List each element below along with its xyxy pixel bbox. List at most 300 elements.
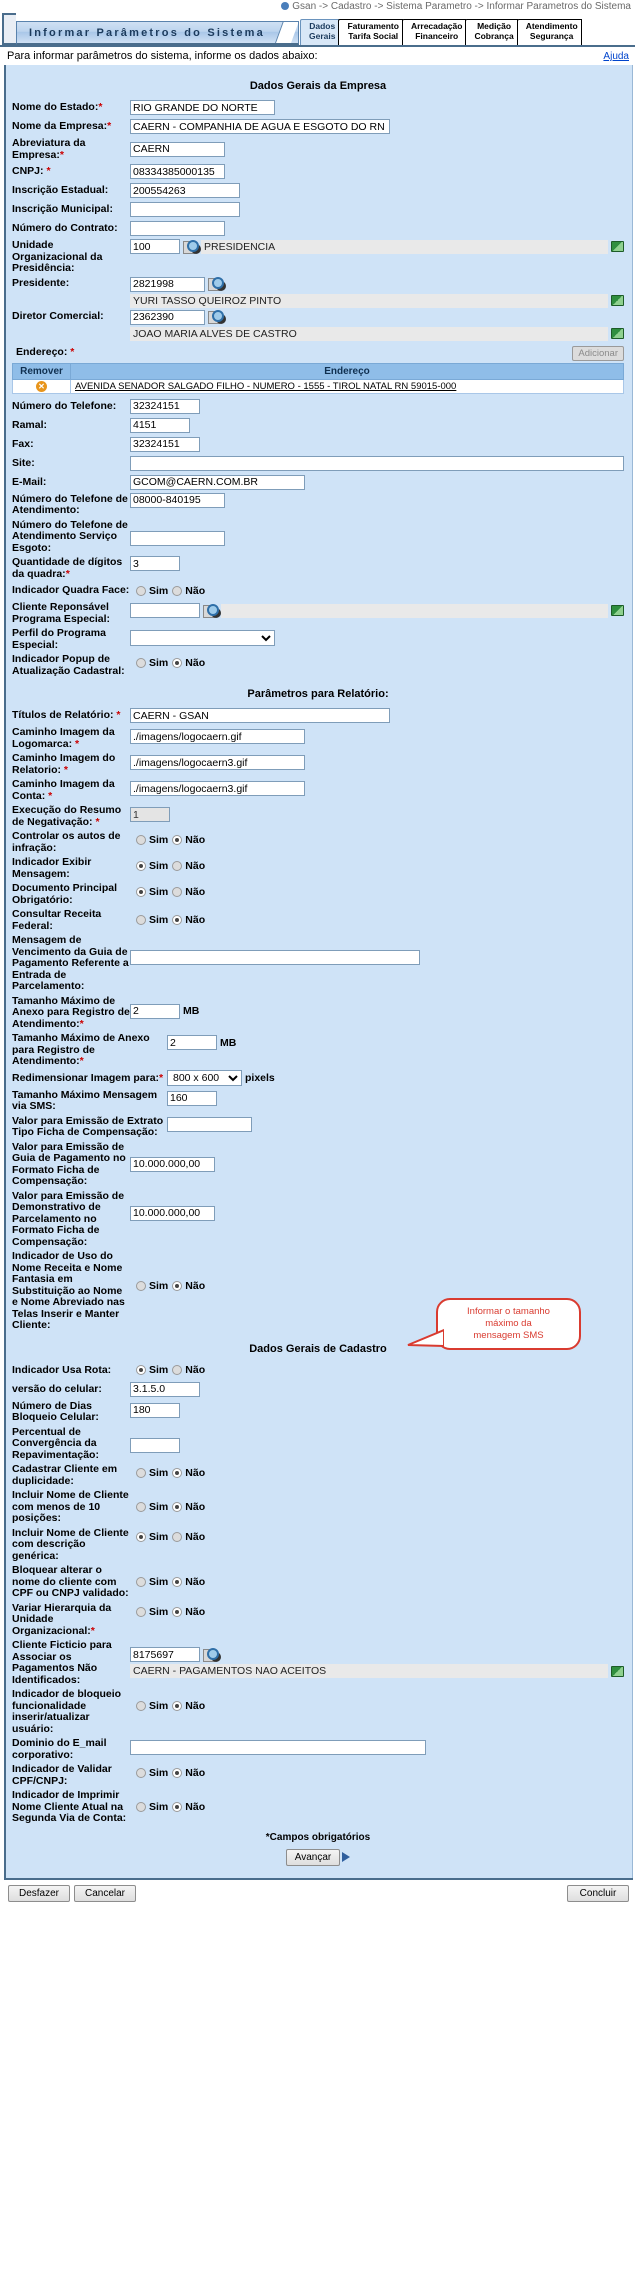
address-col-endereco: Endereço [71,363,624,379]
label-valor-extrato: Valor para Emissão de Extrato Tipo Ficha de Compensação: [12,1114,164,1138]
label-caminho-conta: Caminho Imagem da Conta: * [12,778,115,802]
field-row-valor-extrato [12,1115,624,1139]
label-consultar-receita: Consultar Receita Federal: [12,908,102,932]
versao-celular-input[interactable] [130,1382,200,1397]
incluir-menos10-sim[interactable]: Sim [136,1501,168,1513]
address-book-icon[interactable] [611,241,624,252]
ind-usa-rota-radios [130,1364,205,1376]
controlar-autos-radios [130,834,205,846]
field-row-email [12,474,624,491]
label-dominio-email: Dominio do E_mail corporativo: [12,1737,107,1761]
radio-icon[interactable] [136,1281,146,1291]
radio-icon[interactable] [172,1365,182,1375]
ind-imprimir-nome-sim[interactable]: Sim [136,1801,168,1813]
label-ind-quadra-face: Indicador Quadra Face: [12,584,130,597]
title-tab-slant [274,21,299,45]
radio-icon[interactable] [172,915,182,925]
field-row-cliente-prog-especial [12,601,624,625]
callout-tail [404,1327,444,1349]
tam-max-sms-input[interactable] [167,1091,217,1106]
tel-atendimento-input[interactable] [130,493,225,508]
callout-line-1: Informar o tamanho [467,1306,550,1317]
ind-exibir-msg-nao[interactable]: Não [172,860,205,872]
search-icon[interactable] [208,310,223,324]
field-row-caminho-logomarca [12,726,624,750]
tab-arrecadacao-financeiro[interactable] [402,19,467,45]
label-abreviatura: Abreviatura da Empresa:* [12,137,86,161]
radio-icon[interactable] [136,1607,146,1617]
field-row-ind-exibir-msg [12,856,624,880]
ind-usa-rota-sim[interactable]: Sim [136,1364,168,1376]
field-row-ind-validar-cpf [12,1763,624,1787]
ind-quadra-face-radios [130,585,205,597]
cadastrar-duplicidade-nao[interactable]: Não [172,1467,205,1479]
radio-icon[interactable] [172,1802,182,1812]
radio-icon[interactable] [136,887,146,897]
label-inscricao-municipal: Inscrição Municipal: [12,203,113,216]
incluir-menos10-radios [130,1501,205,1513]
label-doc-principal: Documento Principal Obrigatório: [12,882,118,906]
label-perfil-prog-especial: Perfil do Programa Especial: [12,627,106,651]
radio-icon[interactable] [136,1768,146,1778]
cliente-ficticio-code-input[interactable] [130,1647,200,1662]
field-row-variar-hierarquia [12,1602,624,1638]
ind-uso-nome-receita-radios [130,1280,205,1292]
ind-bloqueio-func-sim[interactable]: Sim [136,1700,168,1712]
abreviatura-input[interactable] [130,142,225,157]
address-book-icon[interactable] [611,605,624,616]
percentual-convergencia-input[interactable] [130,1438,180,1453]
tab-dados-gerais-line2: Gerais [309,31,336,41]
field-row-perfil-prog-especial [12,627,624,651]
label-cadastrar-duplicidade: Cadastrar Cliente em duplicidade: [12,1463,118,1487]
field-row-telefone [12,398,624,415]
valor-guia-input[interactable] [130,1157,215,1172]
sms-callout [436,1298,581,1350]
address-book-icon[interactable] [611,328,624,339]
form-container [4,65,633,1878]
callout-line-3: mensagem SMS [473,1330,544,1341]
label-versao-celular: versão do celular: [12,1382,102,1395]
instruction-bar [0,45,635,65]
label-site: Site: [12,456,35,469]
field-row-qtd-digitos-quadra [12,556,624,580]
label-ind-imprimir-nome: Indicador de Imprimir Nome Cliente Atual na Segunda Via de Conta: [12,1789,127,1824]
caminho-conta-input[interactable] [130,781,305,796]
remove-icon[interactable]: ✕ [36,381,47,392]
radio-icon[interactable] [136,1802,146,1812]
numero-contrato-input[interactable] [130,221,225,236]
ramal-input[interactable] [130,418,190,433]
radio-icon[interactable] [172,1468,182,1478]
label-ind-uso-nome-receita: Indicador de Uso do Nome Receita e Nome Fantasia em Substituição ao Nome e Nome Abreviado nas Telas Inserir e Manter Cliente: [12,1250,125,1331]
ind-bloqueio-func-radios [130,1700,205,1712]
field-row-fax [12,436,624,453]
address-table-header-row [13,363,624,379]
concluir-button[interactable]: Concluir [567,1885,629,1902]
bloquear-alterar-nome-sim[interactable]: Sim [136,1576,168,1588]
field-row-cadastrar-duplicidade [12,1463,624,1487]
breadcrumb [0,0,635,13]
radio-icon[interactable] [172,1502,182,1512]
cliente-prog-especial-description [221,604,608,618]
ind-imprimir-nome-radios [130,1801,205,1813]
field-row-percentual-convergencia [12,1426,624,1462]
field-row-nome-estado [12,99,624,116]
tab-medicao-line2: Cobrança [474,31,514,41]
label-ind-validar-cpf: Indicador de Validar CPF/CNPJ: [12,1763,112,1787]
arrow-right-icon [342,1852,350,1862]
radio-icon[interactable] [172,1532,182,1542]
field-row-numero-contrato [12,220,624,237]
label-redimensionar: Redimensionar Imagem para:* [12,1071,164,1084]
field-row-bloquear-alterar-nome [12,1564,624,1600]
field-row-tel-atend-esgoto [12,519,624,555]
field-row-valor-demonstrativo [12,1190,624,1249]
incluir-generica-nao[interactable]: Não [172,1531,205,1543]
label-msg-vencimento: Mensagem de Vencimento da Guia de Pagamento Referente a Entrada de Parcelamento: [12,934,129,992]
valor-demonstrativo-input[interactable] [130,1206,215,1221]
cadastrar-duplicidade-radios [130,1467,205,1479]
field-row-execucao-resumo [12,804,624,828]
field-row-unidade-org [12,239,624,275]
label-cliente-prog-especial: Cliente Reponsável Programa Especial: [12,601,111,625]
radio-icon[interactable] [172,1577,182,1587]
variar-hierarquia-nao[interactable]: Não [172,1606,205,1618]
ind-quadra-face-nao[interactable]: Não [172,585,205,597]
dias-bloqueio-celular-input[interactable] [130,1403,180,1418]
instruction-text: Para informar parâmetros do sistema, informe os dados abaixo: [7,50,318,62]
field-row-consultar-receita [12,908,624,932]
field-row-doc-principal [12,882,624,906]
help-link[interactable]: Ajuda [603,51,629,62]
tab-faturamento-tarifa-social[interactable] [338,19,402,45]
field-row-versao-celular [12,1381,624,1398]
footer-bar [4,1878,633,1908]
field-row-inscricao-estadual [12,182,624,199]
cadastrar-duplicidade-sim[interactable]: Sim [136,1467,168,1479]
avancar-button[interactable]: Avançar [286,1849,341,1866]
radio-icon[interactable] [172,1768,182,1778]
radio-icon[interactable] [136,861,146,871]
incluir-menos10-nao[interactable]: Não [172,1501,205,1513]
ind-popup-sim[interactable]: Sim [136,657,168,669]
field-row-dominio-email [12,1737,624,1761]
address-book-icon[interactable] [611,295,624,306]
perfil-prog-especial-select[interactable] [130,630,275,646]
field-row-ramal [12,417,624,434]
field-row-ind-bloqueio-func [12,1688,624,1735]
radio-icon[interactable] [136,586,146,596]
breadcrumb-text: Gsan -> Cadastro -> Sistema Parametro -> Informar Parametros do Sistema [292,1,631,12]
label-tam-max-sms: Tamanho Máximo Mensagem via SMS: [12,1088,158,1112]
field-row-inscricao-municipal [12,201,624,218]
ind-uso-nome-sim[interactable]: Sim [136,1280,168,1292]
unidade-org-code-input[interactable] [130,239,180,254]
ind-imprimir-nome-nao[interactable]: Não [172,1801,205,1813]
section-title-cadastro: Dados Gerais de Cadastro [249,1342,387,1355]
telefone-input[interactable] [130,399,200,414]
controlar-autos-nao[interactable]: Não [172,834,205,846]
unidade-org-description: PRESIDENCIA [201,240,608,254]
radio-icon[interactable] [136,1365,146,1375]
callout-line-2: máximo da [485,1318,532,1329]
email-input[interactable] [130,475,305,490]
inscricao-municipal-input[interactable] [130,202,240,217]
label-execucao-resumo: Execução do Resumo de Negativação: * [12,804,122,828]
diretor-comercial-code-input[interactable] [130,310,205,325]
titulos-relatorio-input[interactable] [130,708,390,723]
ind-quadra-face-sim[interactable]: Sim [136,585,168,597]
label-telefone: Número do Telefone: [12,399,117,412]
tab-medicao-line1: Medição [477,21,512,31]
adicionar-button[interactable]: Adicionar [572,346,624,361]
label-ind-usa-rota: Indicador Usa Rota: [12,1363,112,1376]
window-corner [2,13,16,45]
label-bloquear-alterar-nome: Bloquear alterar o nome do cliente com CPF ou CNPJ validado: [12,1564,129,1599]
label-valor-demonstrativo: Valor para Emissão de Demonstrativo de Parcelamento no Formato Ficha de Compensação: [12,1189,125,1248]
tab-atendimento-line2: Segurança [529,31,574,41]
presidente-code-input[interactable] [130,277,205,292]
bloquear-alterar-nome-radios [130,1576,205,1588]
ind-bloqueio-func-nao[interactable]: Não [172,1700,205,1712]
field-row-dias-bloqueio-celular [12,1400,624,1424]
tab-dados-gerais-line1: Dados [309,21,336,31]
caminho-relatorio-input[interactable] [130,755,305,770]
label-tam-max-anexo-1: Tamanho Máximo de Anexo para Registro de Atendimento:* [12,994,130,1030]
doc-principal-nao[interactable]: Não [172,886,205,898]
ind-popup-nao[interactable]: Não [172,657,205,669]
cancelar-button[interactable]: Cancelar [74,1885,136,1902]
label-endereco: Endereço: * [16,345,75,358]
page-title: Informar Parâmetros do Sistema [29,26,265,39]
bloquear-alterar-nome-nao[interactable]: Não [172,1576,205,1588]
doc-principal-radios [130,886,205,898]
field-row-nome-empresa [12,118,624,135]
label-variar-hierarquia: Variar Hierarquia da Unidade Organizacional:* [12,1601,112,1637]
address-link[interactable]: AVENIDA SENADOR SALGADO FILHO - NUMERO - 1555 - TIROL NATAL RN 59015-000 [75,380,457,392]
field-row-cliente-ficticio [12,1639,624,1686]
doc-principal-sim[interactable]: Sim [136,886,168,898]
ind-usa-rota-nao[interactable]: Não [172,1364,205,1376]
label-fax: Fax: [12,437,34,450]
label-dias-bloqueio-celular: Número de Dias Bloqueio Celular: [12,1399,99,1423]
presidente-description: YURI TASSO QUEIROZ PINTO [130,294,608,308]
ind-exibir-msg-radios [130,860,205,872]
desfazer-button[interactable]: Desfazer [8,1885,70,1902]
nome-empresa-input[interactable] [130,119,390,134]
address-value-cell [71,379,624,393]
label-nome-estado: Nome do Estado:* [12,101,103,114]
field-row-incluir-menos10 [12,1489,624,1525]
ind-validar-cpf-radios [130,1767,205,1779]
redimensionar-select[interactable] [167,1070,242,1086]
field-row-caminho-relatorio [12,752,624,776]
label-unidade-org: Unidade Organizacional da Presidência: [12,239,103,274]
label-cliente-ficticio: Cliente Ficticio para Associar os Pagamentos Não Identificados: [12,1639,112,1686]
header-bar [0,13,635,45]
label-caminho-logomarca: Caminho Imagem da Logomarca: * [12,726,115,750]
tab-faturamento-line1: Faturamento [347,21,399,31]
address-table [12,363,624,394]
tam-max-anexo-1-input[interactable] [130,1004,180,1019]
radio-icon[interactable] [172,1607,182,1617]
tab-medicao-cobranca[interactable] [465,19,517,45]
label-caminho-relatorio: Caminho Imagem do Relatorio: * [12,752,116,776]
tam-max-anexo-2-input[interactable] [167,1035,217,1050]
caminho-logomarca-input[interactable] [130,729,305,744]
field-row-ind-popup-atualizacao [12,653,624,677]
label-ind-popup-atualizacao: Indicador Popup de Atualização Cadastral: [12,653,125,677]
variar-hierarquia-sim[interactable]: Sim [136,1606,168,1618]
label-controlar-autos: Controlar os autos de infração: [12,830,121,854]
tab-arrecadacao-line1: Arrecadação [410,21,463,31]
radio-icon[interactable] [172,861,182,871]
address-book-icon[interactable] [611,1666,624,1677]
incluir-generica-sim[interactable]: Sim [136,1531,168,1543]
radio-icon[interactable] [136,1532,146,1542]
search-icon[interactable] [183,240,198,254]
radio-icon[interactable] [136,1577,146,1587]
radio-icon[interactable] [136,1502,146,1512]
radio-icon[interactable] [136,915,146,925]
tel-atend-esgoto-input[interactable] [130,531,225,546]
label-ind-bloqueio-func: Indicador de bloqueio funcionalidade inserir/atualizar usuário: [12,1688,122,1735]
field-row-tam-max-anexo-1 [12,995,624,1031]
radio-icon[interactable] [136,1468,146,1478]
qtd-digitos-quadra-input[interactable] [130,556,180,571]
tab-atendimento-seguranca[interactable] [517,19,582,45]
msg-vencimento-input[interactable] [130,950,420,965]
field-row-caminho-conta [12,778,624,802]
controlar-autos-sim[interactable]: Sim [136,834,168,846]
field-row-ind-quadra-face [12,582,624,599]
variar-hierarquia-radios [130,1606,205,1618]
tam-max-anexo-1-unit: MB [183,1005,200,1017]
radio-icon[interactable] [172,835,182,845]
table-row [13,379,624,393]
label-presidente: Presidente: [12,276,70,289]
tab-dados-gerais[interactable] [300,19,339,45]
label-tam-max-anexo-2: Tamanho Máximo de Anexo para Registro de Atendimento:* [12,1032,150,1067]
field-row-msg-vencimento [12,934,624,993]
field-row-diretor-comercial [12,310,624,341]
page-title-tab [16,21,299,45]
radio-icon[interactable] [172,1701,182,1711]
tab-atendimento-line1: Atendimento [525,21,578,31]
help-icon [281,2,289,10]
advance-row [12,1849,624,1870]
search-icon[interactable] [203,1648,218,1662]
execucao-resumo-input[interactable] [130,807,170,822]
diretor-comercial-description: JOAO MARIA ALVES DE CASTRO [130,327,608,341]
fax-input[interactable] [130,437,200,452]
field-row-ind-usa-rota [12,1362,624,1379]
field-row-cnpj [12,163,624,180]
footer-left-buttons [8,1885,136,1902]
label-tel-atend-esgoto: Número do Telefone de Atendimento Serviço Esgoto: [12,518,128,554]
tab-arrecadacao-line2: Financeiro [415,31,459,41]
label-diretor-comercial: Diretor Comercial: [12,309,104,322]
label-qtd-digitos-quadra: Quantidade de dígitos da quadra:* [12,556,123,580]
radio-icon[interactable] [172,887,182,897]
field-row-ind-imprimir-nome [12,1789,624,1825]
address-toolbar [12,346,624,361]
valor-extrato-input[interactable] [167,1117,252,1132]
cnpj-input[interactable] [130,164,225,179]
section-title-empresa: Dados Gerais da Empresa [249,80,387,92]
radio-icon[interactable] [136,658,146,668]
ind-popup-atualizacao-radios [130,657,205,669]
address-col-remover: Remover [13,363,71,379]
nome-estado-input[interactable] [130,100,275,115]
field-row-incluir-generica [12,1527,624,1563]
field-row-tam-max-anexo-2 [12,1032,624,1068]
inscricao-estadual-input[interactable] [130,183,240,198]
label-titulos-relatorio: Títulos de Relatório: * [12,709,121,722]
consultar-receita-radios [130,914,205,926]
field-row-redimensionar [12,1070,624,1087]
cliente-prog-especial-code-input[interactable] [130,603,200,618]
label-valor-guia: Valor para Emissão de Guia de Pagamento no Formato Ficha de Compensação: [12,1140,126,1187]
label-tel-atendimento: Número do Telefone de Atendimento: [12,492,128,516]
label-incluir-generica: Incluir Nome de Cliente com descrição genérica: [12,1526,129,1562]
field-row-presidente [12,277,624,308]
radio-icon[interactable] [172,658,182,668]
consultar-receita-nao[interactable]: Não [172,914,205,926]
ind-validar-cpf-nao[interactable]: Não [172,1767,205,1779]
tab-faturamento-line2: Tarifa Social [348,31,399,41]
radio-icon[interactable] [136,1701,146,1711]
tab-bar [301,19,582,45]
label-cnpj: CNPJ: * [12,165,51,178]
field-row-controlar-autos [12,830,624,854]
section-title-relatorio: Parâmetros para Relatório: [247,688,389,700]
ind-exibir-msg-sim[interactable]: Sim [136,860,168,872]
label-inscricao-estadual: Inscrição Estadual: [12,184,109,197]
tam-max-anexo-2-unit: MB [220,1036,237,1049]
field-row-site [12,455,624,472]
radio-icon[interactable] [136,835,146,845]
radio-icon[interactable] [172,586,182,596]
field-row-tam-max-sms [12,1089,624,1113]
label-numero-contrato: Número do Contrato: [12,222,118,235]
site-input[interactable] [130,456,624,471]
radio-icon[interactable] [172,1281,182,1291]
field-row-abreviatura [12,137,624,161]
incluir-generica-radios [130,1531,205,1543]
consultar-receita-sim[interactable]: Sim [136,914,168,926]
label-email: E-Mail: [12,475,47,488]
redimensionar-unit: pixels [245,1072,275,1084]
label-percentual-convergencia: Percentual de Convergência da Repavimentação: [12,1425,99,1461]
label-incluir-menos10: Incluir Nome de Cliente com menos de 10 posições: [12,1489,129,1524]
label-nome-empresa: Nome da Empresa:* [12,120,112,133]
address-remove-cell [13,379,71,393]
search-icon[interactable] [203,604,218,618]
field-row-titulos-relatorio [12,707,624,724]
required-note: *Campos obrigatórios [265,1831,371,1843]
label-ramal: Ramal: [12,418,48,431]
ind-validar-cpf-sim[interactable]: Sim [136,1767,168,1779]
dominio-email-input[interactable] [130,1740,426,1755]
search-icon[interactable] [208,277,223,291]
cliente-ficticio-description: CAERN - PAGAMENTOS NAO ACEITOS [130,1664,608,1678]
label-ind-exibir-msg: Indicador Exibir Mensagem: [12,856,92,880]
field-row-tel-atendimento [12,493,624,517]
field-row-valor-guia [12,1141,624,1188]
ind-uso-nome-nao[interactable]: Não [172,1280,205,1292]
